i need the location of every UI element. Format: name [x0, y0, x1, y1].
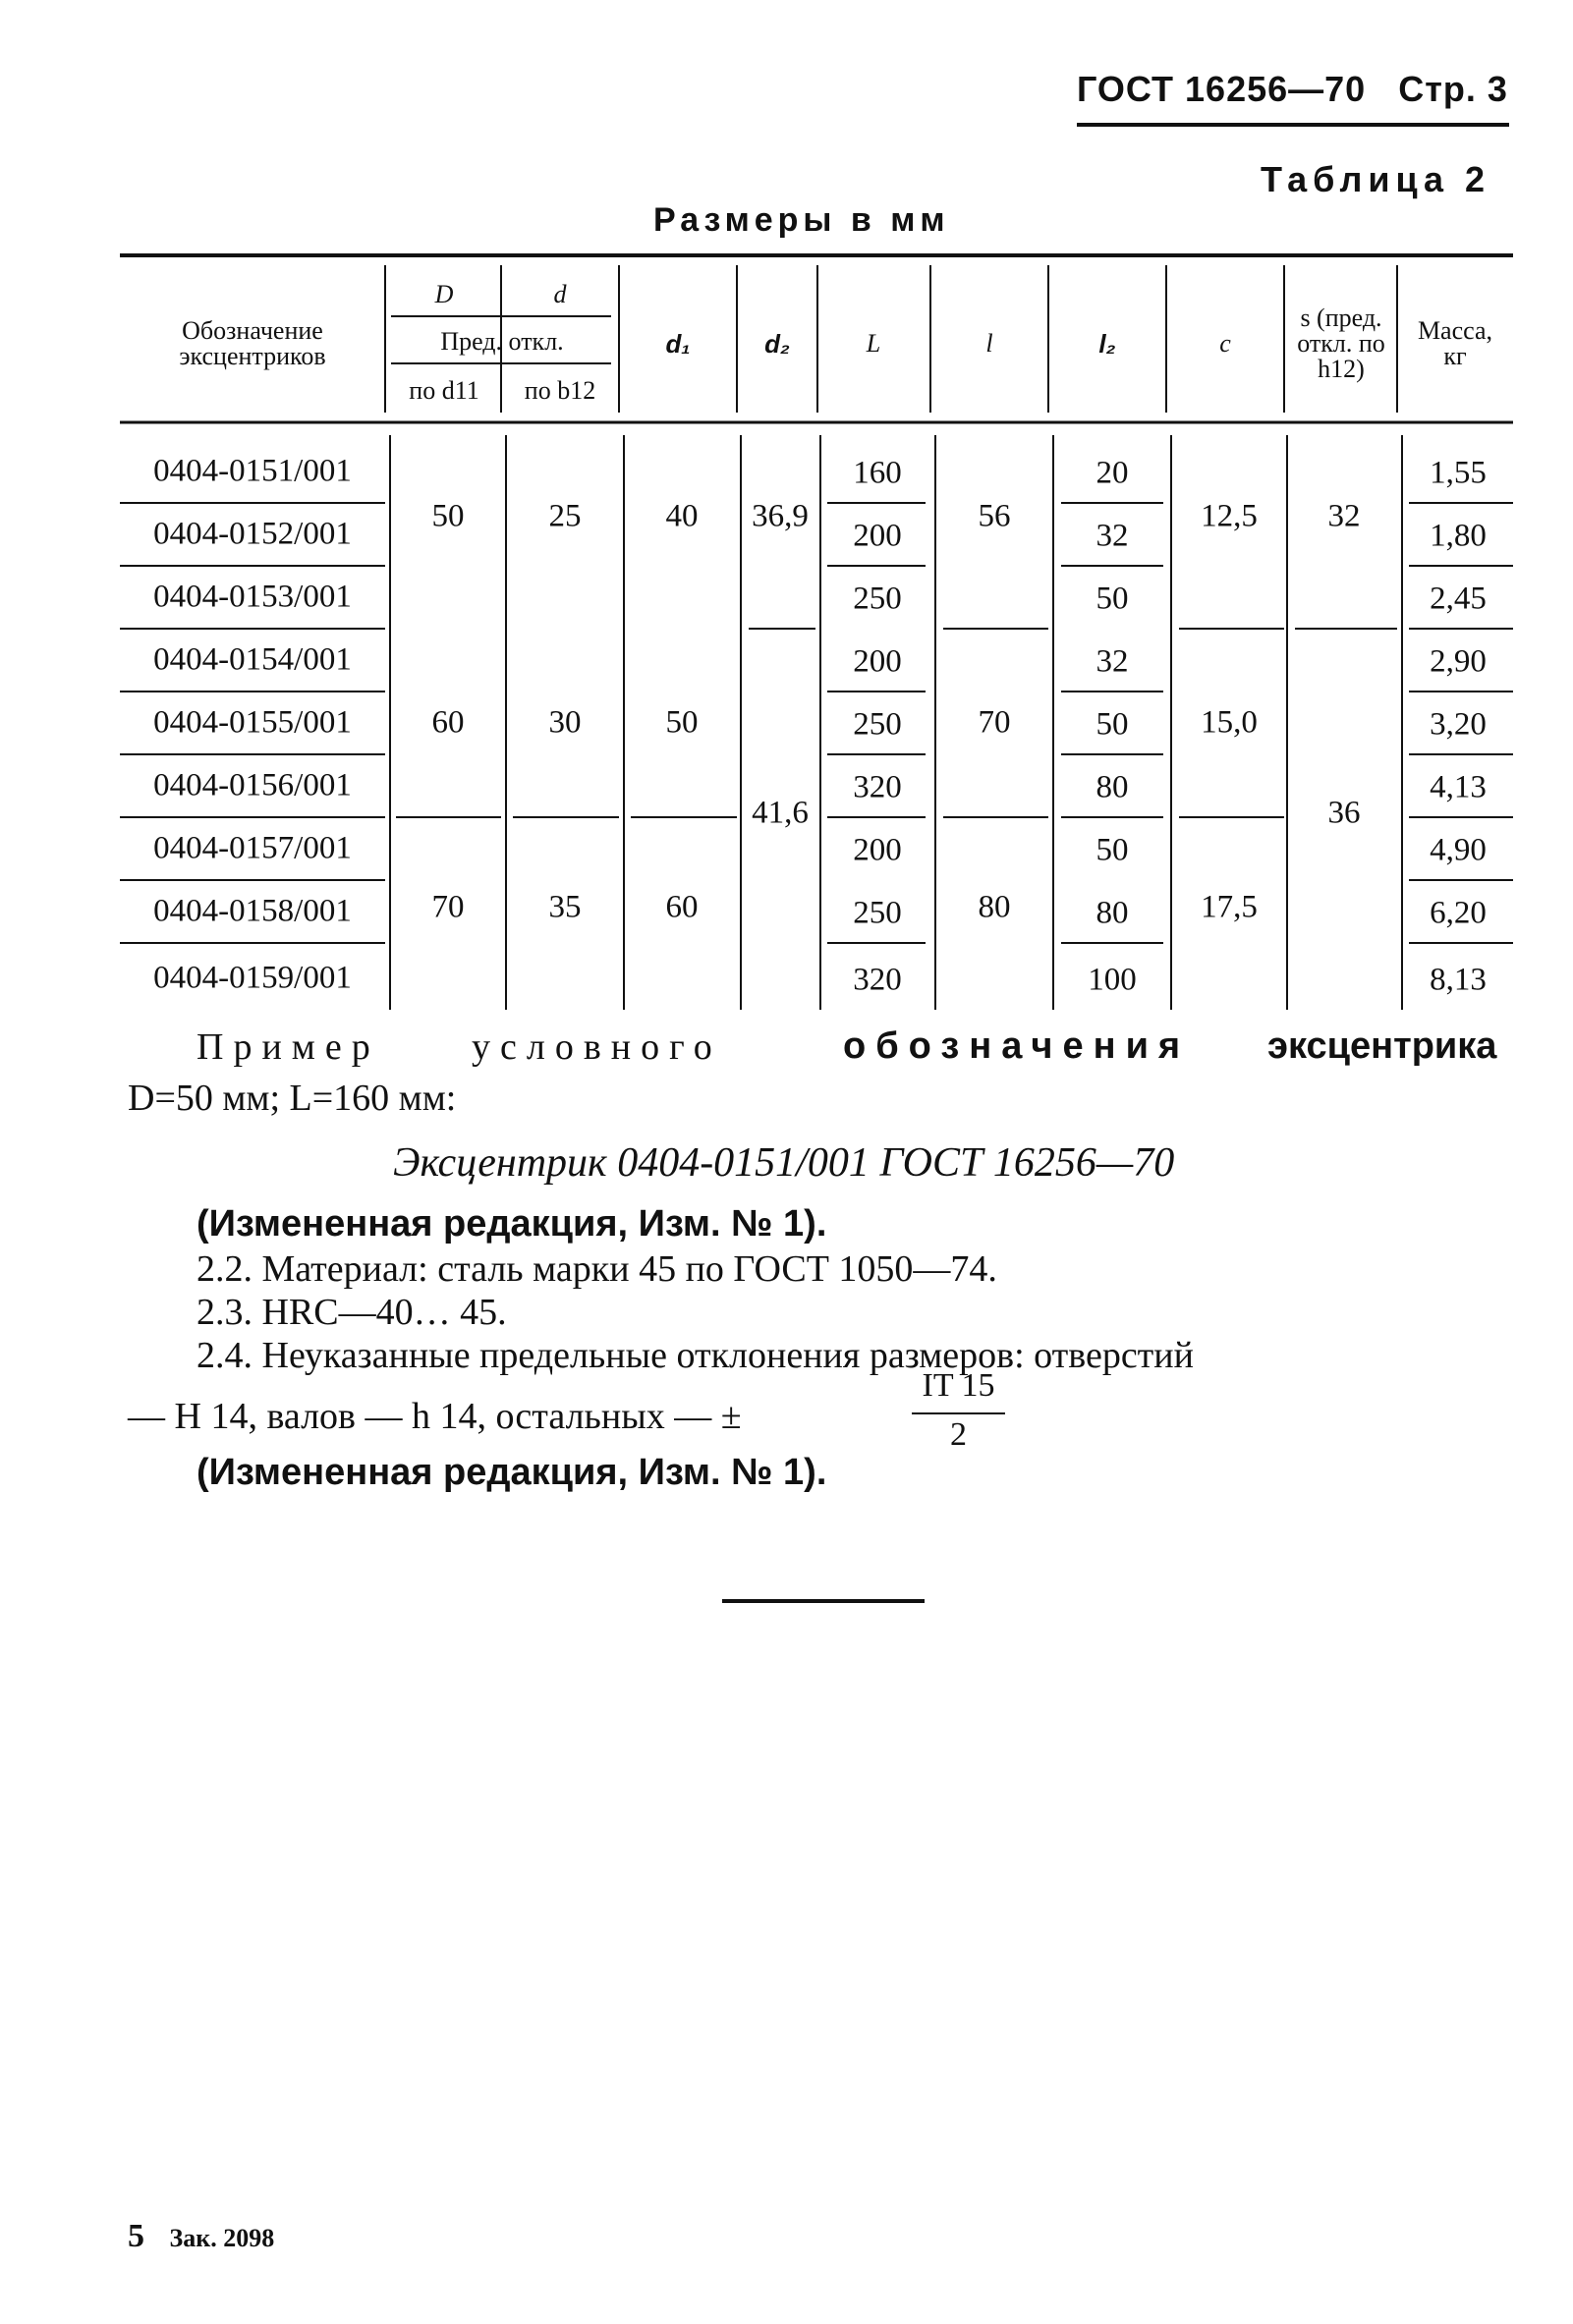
d2-cell: 36,9 [752, 498, 809, 534]
l2-cell: 50 [1095, 581, 1129, 617]
c-cell: 12,5 [1201, 498, 1258, 534]
l2-cell: 100 [1088, 962, 1137, 998]
mass-cell: 2,90 [1430, 643, 1487, 680]
footer-page-number: 5 [128, 2218, 144, 2254]
mass-cell: 4,90 [1430, 832, 1487, 868]
designation-cell: 0404-0157/001 [153, 830, 352, 866]
l2-cell: 50 [1095, 832, 1129, 868]
mass-cell: 1,55 [1430, 455, 1487, 491]
D-cell: 60 [431, 704, 465, 741]
item-2-2: 2.2. Материал: сталь марки 45 по ГОСТ 1050—74. [197, 1248, 997, 1290]
L-cell: 250 [853, 895, 902, 931]
example-word-4: эксцентрика [1267, 1025, 1497, 1067]
header-rule [1077, 123, 1509, 127]
header-designation: Обозначение эксцентриков [179, 316, 326, 370]
header-c: c [1219, 329, 1231, 358]
l2-cell: 20 [1095, 455, 1129, 491]
header-d-tolerance: по b12 [524, 376, 596, 405]
footer-order: Зак. 2098 [169, 2224, 275, 2252]
header-d2: d₂ [764, 329, 790, 359]
header-l2: l₂ [1098, 329, 1116, 359]
s-cell: 36 [1327, 795, 1361, 831]
d-cell: 30 [548, 704, 582, 741]
designation-cell: 0404-0151/001 [153, 453, 352, 489]
fraction-numerator: IT 15 [922, 1367, 995, 1404]
L-cell: 200 [853, 832, 902, 868]
header-tolerance: Пред. откл. [440, 327, 564, 356]
l-cell: 80 [978, 889, 1011, 925]
document-header [1077, 69, 1508, 110]
header-s: s (пред. откл. по h12) [1297, 304, 1385, 383]
mass-cell: 6,20 [1430, 895, 1487, 931]
L-cell: 320 [853, 769, 902, 805]
header-l: l [985, 329, 993, 358]
mass-cell: 4,13 [1430, 769, 1487, 805]
L-cell: 250 [853, 706, 902, 743]
header-D-tolerance: по d11 [409, 376, 479, 405]
example-word-1: Пример [197, 1026, 380, 1068]
designation-cell: 0404-0155/001 [153, 704, 352, 741]
change-note-2: (Измененная редакция, Изм. № 1). [197, 1452, 827, 1493]
example-word-3: обозначения [843, 1025, 1191, 1067]
header-mass: Масса, кг [1417, 316, 1493, 370]
item-2-4-line-1: 2.4. Неуказанные предельные отклонения размеров: отверстий [197, 1335, 1194, 1376]
mass-cell: 2,45 [1430, 581, 1487, 617]
header-d1: d₁ [665, 329, 691, 359]
designation-cell: 0404-0158/001 [153, 893, 352, 929]
D-cell: 50 [431, 498, 465, 534]
L-cell: 200 [853, 643, 902, 680]
designation-cell: 0404-0153/001 [153, 579, 352, 615]
d-cell: 25 [548, 498, 582, 534]
table-caption: Таблица 2 [1261, 159, 1491, 199]
c-cell: 15,0 [1201, 704, 1258, 741]
example-dimensions: D=50 мм; L=160 мм: [128, 1078, 457, 1119]
standard-number: ГОСТ 16256—70 [1077, 69, 1367, 109]
l2-cell: 80 [1095, 895, 1129, 931]
designation-cell: 0404-0154/001 [153, 641, 352, 678]
L-cell: 320 [853, 962, 902, 998]
dimensions-table [120, 253, 1513, 1020]
table-units: Размеры в мм [653, 201, 950, 239]
mass-cell: 8,13 [1430, 962, 1487, 998]
header-d: d [553, 280, 567, 308]
end-rule [722, 1599, 925, 1603]
d1-cell: 60 [665, 889, 699, 925]
l-cell: 56 [978, 498, 1011, 534]
L-cell: 250 [853, 581, 902, 617]
l2-cell: 32 [1095, 643, 1129, 680]
l2-cell: 80 [1095, 769, 1129, 805]
l2-cell: 32 [1095, 518, 1129, 554]
fraction-denominator: 2 [950, 1416, 967, 1453]
s-cell: 32 [1327, 498, 1361, 534]
item-2-4-line-2: — H 14, валов — h 14, остальных — ± [128, 1396, 742, 1437]
d1-cell: 40 [665, 498, 699, 534]
designation-cell: 0404-0156/001 [153, 767, 352, 803]
d2-cell: 41,6 [752, 795, 809, 831]
example-word-2: условного [472, 1026, 722, 1068]
L-cell: 160 [853, 455, 902, 491]
header-L: L [866, 329, 881, 358]
L-cell: 200 [853, 518, 902, 554]
item-2-3: 2.3. HRC—40… 45. [197, 1292, 507, 1333]
l2-cell: 50 [1095, 706, 1129, 743]
d1-cell: 50 [665, 704, 699, 741]
designation-cell: 0404-0159/001 [153, 960, 352, 996]
example-designation: Эксцентрик 0404-0151/001 ГОСТ 16256—70 [393, 1140, 1175, 1186]
D-cell: 70 [431, 889, 465, 925]
c-cell: 17,5 [1201, 889, 1258, 925]
mass-cell: 1,80 [1430, 518, 1487, 554]
l-cell: 70 [978, 704, 1011, 741]
header-D: D [434, 280, 454, 308]
change-note-1: (Измененная редакция, Изм. № 1). [197, 1203, 827, 1245]
d-cell: 35 [548, 889, 582, 925]
designation-cell: 0404-0152/001 [153, 516, 352, 552]
page-footer [128, 2218, 274, 2255]
fraction-bar [912, 1412, 1005, 1414]
page-label: Стр. 3 [1398, 69, 1508, 109]
mass-cell: 3,20 [1430, 706, 1487, 743]
